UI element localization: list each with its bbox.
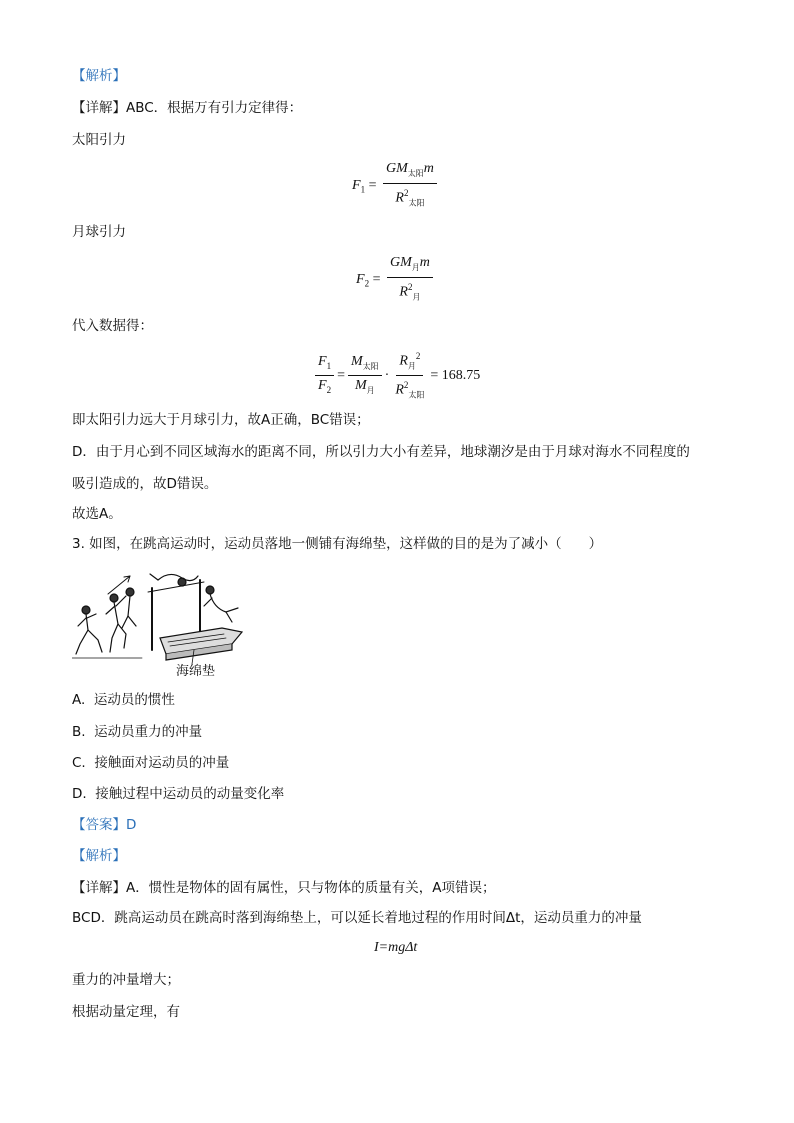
substitute-label: 代入数据得： <box>72 318 153 334</box>
detail-line-1: 【详解】ABC．根据万有引力定律得： <box>72 100 303 116</box>
option-d <box>72 784 284 804</box>
detail-line-2: 【详解】A．惯性是物体的固有属性，只与物体的质量有关，A项错误； <box>72 880 496 896</box>
impulse-formula: I=mgΔt <box>374 940 418 955</box>
option-a <box>72 690 175 710</box>
formula-ratio: $\frac{F_1}{F_2}$ = $\frac{M_{太阳}}{M_月}$ · $\frac{R_月^2}{R^2_{太阳}}$ = 168.75 <box>312 348 480 404</box>
bcd-line: BCD．跳高运动员在跳高时落到海绵垫上，可以延长着地过程的作用时间Δt，运动员重力的冲量 <box>72 910 642 926</box>
option-letter: C. <box>72 755 86 771</box>
conclusion-line: 即太阳引力远大于月球引力，故A正确，BC错误； <box>72 412 370 428</box>
question-3-stem: 3. 如图，在跳高运动时，运动员落地一侧铺有海绵垫，这样做的目的是为了减小（ ） <box>72 536 603 552</box>
high-jump-figure <box>72 568 247 682</box>
momentum-theorem-line: 根据动量定理，有 <box>72 1004 180 1020</box>
d-explanation-line-2: 吸引造成的，故D错误。 <box>72 476 218 492</box>
moon-gravity-label: 月球引力 <box>72 224 126 240</box>
analysis-label-2: 【解析】 <box>72 848 126 864</box>
option-text: 接触过程中运动员的动量变化率 <box>95 786 285 802</box>
choose-line: 故选A。 <box>72 506 122 522</box>
d-explanation-line-1: D．由于月心到不同区域海水的距离不同，所以引力大小有差异，地球潮汐是由于月球对海水不同程度的 <box>72 444 690 460</box>
ratio-result: = 168.75 <box>430 368 481 384</box>
option-c <box>72 753 229 773</box>
mat-label: 海绵垫 <box>176 664 216 679</box>
formula-f1: $F_1$ = $\frac{GM_{太阳}m}{R^2_{太阳}}$ <box>352 160 440 211</box>
high-jump-illustration <box>72 568 247 678</box>
answer-label: 【答案】D <box>72 817 137 833</box>
option-text: 接触面对运动员的冲量 <box>94 755 230 771</box>
gravity-impulse-line: 重力的冲量增大； <box>72 972 180 988</box>
option-text: 运动员的惯性 <box>93 692 175 708</box>
sun-gravity-label: 太阳引力 <box>72 132 126 148</box>
option-text: 运动员重力的冲量 <box>94 724 203 740</box>
formula-f2: $F_2$ = $\frac{GM_月m}{R^2_月}$ <box>356 254 436 305</box>
option-letter: B. <box>72 724 86 740</box>
option-letter: A. <box>72 692 86 708</box>
analysis-label-1: 【解析】 <box>72 68 126 84</box>
option-b <box>72 722 202 742</box>
option-letter: D. <box>72 786 87 802</box>
